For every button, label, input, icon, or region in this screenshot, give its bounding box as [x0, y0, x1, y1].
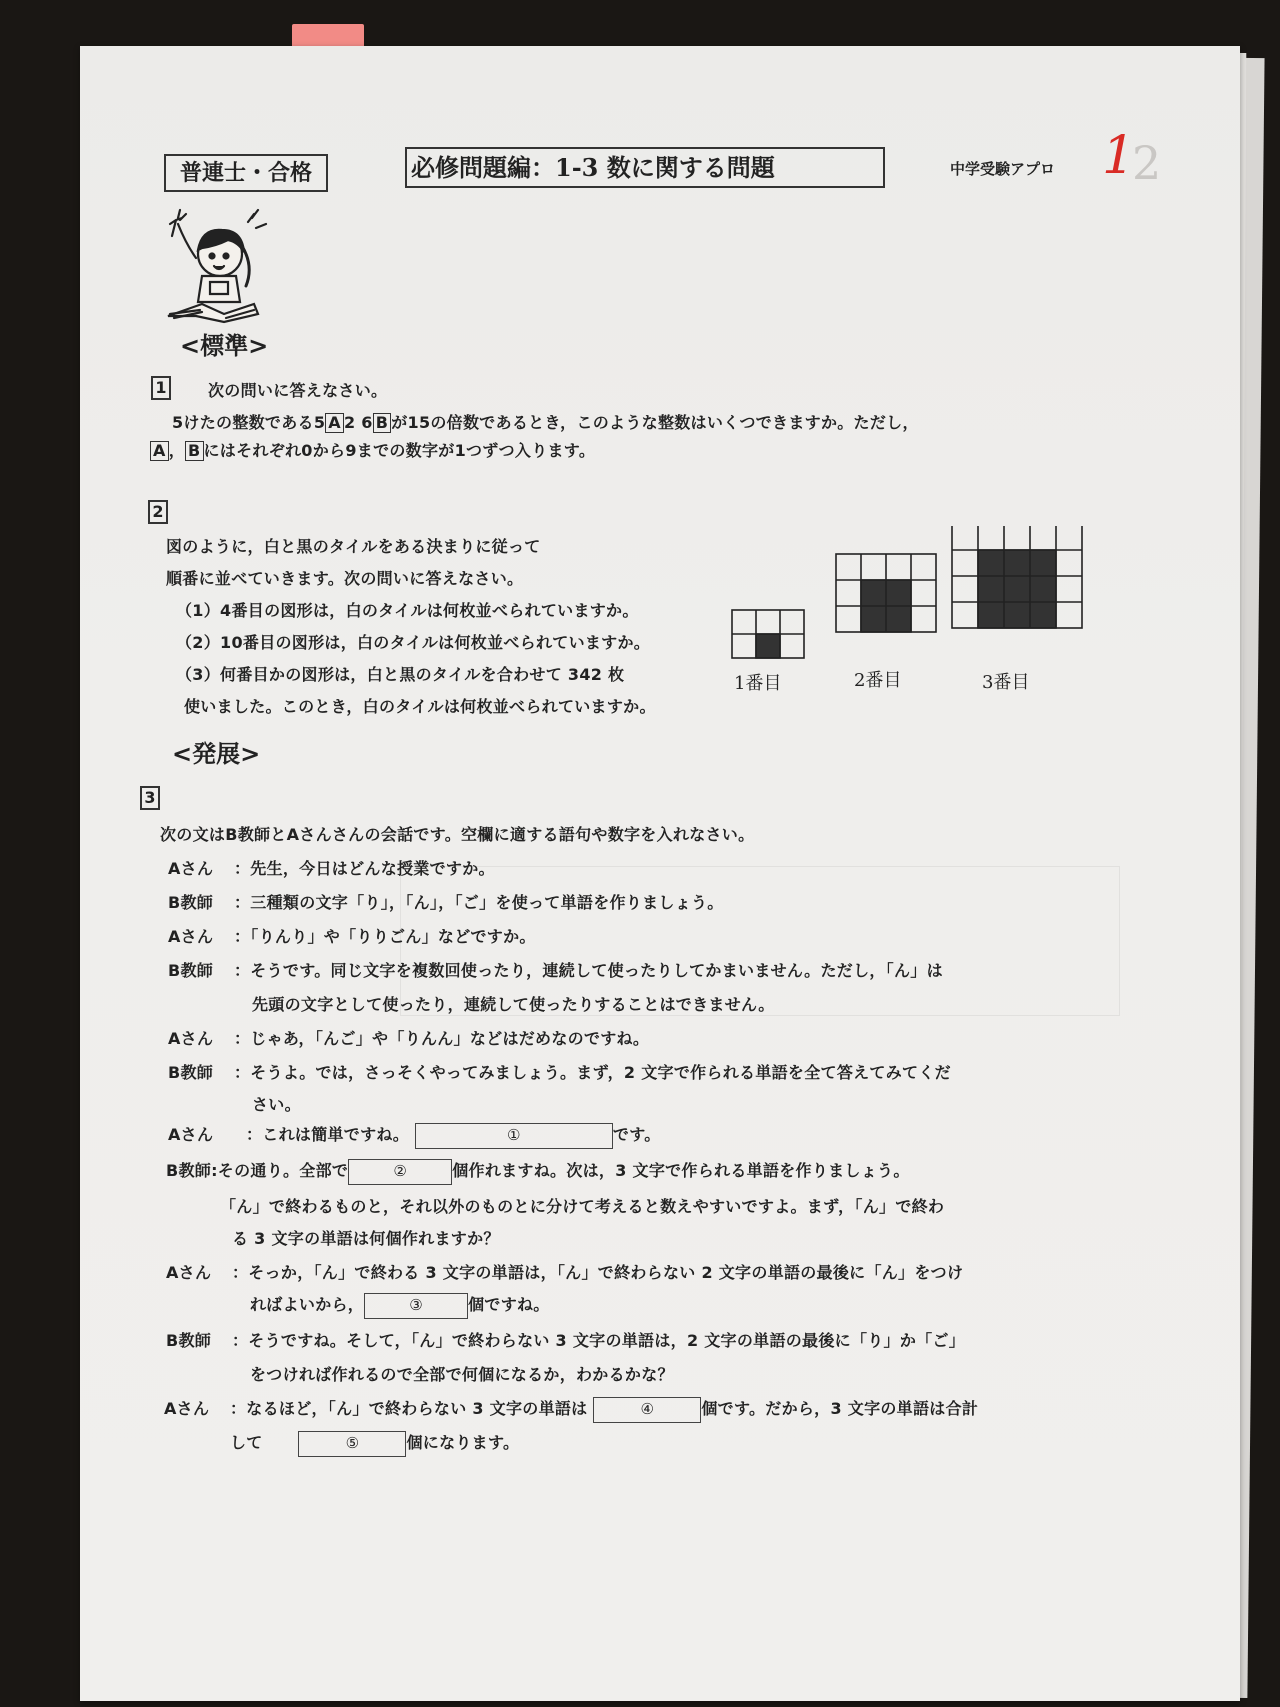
dialogue-text: ：先生，今日はどんな授業ですか。: [234, 859, 495, 878]
figure-1-grid: [732, 610, 804, 658]
q1-text: ，: [168, 441, 185, 460]
dialogue-text: 個ですね。: [468, 1295, 550, 1314]
question-number-2: 2: [148, 500, 168, 524]
speaker-label: Aさん: [168, 1125, 214, 1144]
q1-text: が15の倍数であるとき，このような整数はいくつできますか。ただし，: [391, 413, 919, 432]
dialogue-line: [168, 924, 536, 947]
speaker-label: Aさん: [166, 1263, 212, 1282]
digit-box-a: A: [150, 441, 169, 461]
q1-text: にはそれぞれ0から9までの数字が1つずつ入ります。: [203, 441, 596, 460]
dialogue-text: 個になります。: [406, 1433, 520, 1452]
dialogue-line: [168, 1122, 661, 1149]
q1-instruction: 次の問いに答えなさい。: [208, 381, 388, 400]
q2-subquestion-3: （3）何番目かの図形は，白と黒のタイルを合わせて 342 枚: [176, 665, 625, 684]
worksheet-page: [80, 46, 1240, 1701]
section-heading-advanced: <発展>: [172, 740, 261, 768]
dialogue-line: [164, 1396, 978, 1423]
dialogue-line: [166, 1328, 965, 1351]
dialogue-text: ：そうです。同じ文字を複数回使ったり，連続して使ったりしてかまいません。ただし，「ん」は: [234, 961, 943, 980]
q1-line-1: [172, 410, 919, 433]
figure-2-label: 2番目: [854, 670, 902, 691]
page-number: 1: [1102, 126, 1136, 186]
dialogue-text: ：これは簡単ですね。: [246, 1125, 410, 1144]
digit-box-b: B: [185, 441, 204, 461]
q1-text: 5けたの整数である5: [172, 413, 326, 432]
dialogue-text: ：三種類の文字「り」，「ん」，「ご」を使って単語を作りましょう。: [234, 893, 724, 912]
page-title: 必修問題編：1-3 数に関する問題: [405, 147, 885, 188]
dialogue-line: [168, 1060, 951, 1083]
dialogue-line: [168, 958, 943, 981]
dialogue-line: をつければ作れるので全部で何個になるか，わかるかな？: [250, 1365, 674, 1384]
dialogue-text: ればよいから，: [250, 1295, 365, 1314]
speaker-label: B教師: [166, 1161, 212, 1180]
dialogue-line: [250, 1292, 550, 1319]
dialogue-line: [168, 856, 495, 879]
dialogue-line: [166, 1260, 963, 1283]
speaker-label: B教師: [168, 893, 214, 912]
answer-blank-2[interactable]: ②: [348, 1159, 452, 1185]
dialogue-line: [168, 890, 724, 913]
figure-3-grid: [952, 526, 1082, 628]
dialogue-text: 個作れますね。次は，3 文字で作られる単語を作りましょう。: [452, 1161, 910, 1180]
q2-line: 順番に並べていきます。次の問いに答えなさい。: [166, 569, 524, 588]
dialogue-line: [230, 1430, 519, 1457]
dialogue-text: ：なるほど，「ん」で終わらない 3 文字の単語は: [230, 1399, 588, 1418]
question-number-3: 3: [140, 786, 160, 810]
q2-line: 図のように，白と黒のタイルをある決まりに従って: [166, 537, 541, 556]
dialogue-text: ：そうですね。そして，「ん」で終わらない 3 文字の単語は，2 文字の単語の最後に「り」か「ご」: [232, 1331, 966, 1350]
speaker-label: Aさん: [168, 859, 214, 878]
figure-1-label: 1番目: [734, 673, 782, 694]
answer-blank-5[interactable]: ⑤: [298, 1431, 406, 1457]
figure-3-label: 3番目: [982, 672, 1030, 693]
publisher-label: 中学受験アプロ: [950, 160, 1056, 178]
dialogue-text: ：そうよ。では，さっそくやってみましょう。まず，2 文字で作られる単語を全て答えてみてくだ: [234, 1063, 951, 1082]
speaker-label: Aさん: [168, 1029, 214, 1048]
dialogue-text: 個です。だから，3 文字の単語は合計: [701, 1399, 979, 1418]
speaker-label: B教師: [166, 1331, 212, 1350]
dialogue-line: [168, 1026, 649, 1049]
q2-subquestion-1: （1）4番目の図形は，白のタイルは何枚並べられていますか。: [176, 601, 639, 620]
digit-box-b: B: [373, 413, 392, 433]
dialogue-text: して: [230, 1433, 263, 1452]
dialogue-line: [166, 1158, 910, 1185]
dialogue-text: です。: [612, 1125, 661, 1144]
ghost-page-number: 2: [1132, 136, 1162, 190]
tile-pattern-figures: [726, 526, 1106, 676]
answer-blank-1[interactable]: ①: [415, 1123, 613, 1149]
question-number-1: 1: [151, 376, 171, 400]
speaker-label: B教師: [168, 1063, 214, 1082]
student-mascot-illustration: [162, 206, 282, 326]
dialogue-text: ：「りんり」や「りりごん」などですか。: [234, 927, 536, 946]
dialogue-line: る 3 文字の単語は何個作れますか？: [232, 1229, 500, 1248]
answer-blank-4[interactable]: ④: [593, 1397, 701, 1423]
q2-subquestion-3-cont: 使いました。このとき，白のタイルは何枚並べられていますか。: [184, 697, 656, 716]
speaker-label: B教師: [168, 961, 214, 980]
dialogue-line: 「ん」で終わるものと，それ以外のものとに分けて考えると数えやすいですよ。まず，「ん」で終わ: [220, 1197, 945, 1216]
q2-subquestion-2: （2）10番目の図形は，白のタイルは何枚並べられていますか。: [176, 633, 651, 652]
q1-line-2: [150, 438, 595, 461]
dialogue-text: ：そっか，「ん」で終わる 3 文字の単語は，「ん」で終わらない 2 文字の単語の最後に「ん」をつけ: [232, 1263, 964, 1282]
speaker-label: Aさん: [168, 927, 214, 946]
dialogue-text: ：じゃあ，「んご」や「りんん」などはだめなのですね。: [234, 1029, 650, 1048]
digit-box-a: A: [325, 413, 344, 433]
dialogue-text: :その通り。全部で: [211, 1161, 349, 1180]
section-heading-standard: <標準>: [180, 332, 269, 360]
answer-blank-3[interactable]: ③: [364, 1293, 468, 1319]
q1-text: 2 6: [343, 413, 373, 432]
dialogue-line: さい。: [252, 1095, 301, 1114]
series-label: 普連士・合格: [164, 154, 328, 192]
figure-2-grid: [836, 554, 936, 632]
q3-intro: 次の文はB教師とAさんさんの会話です。空欄に適する語句や数字を入れなさい。: [160, 825, 755, 844]
speaker-label: Aさん: [164, 1399, 210, 1418]
dialogue-line: 先頭の文字として使ったり，連続して使ったりすることはできません。: [252, 995, 775, 1014]
